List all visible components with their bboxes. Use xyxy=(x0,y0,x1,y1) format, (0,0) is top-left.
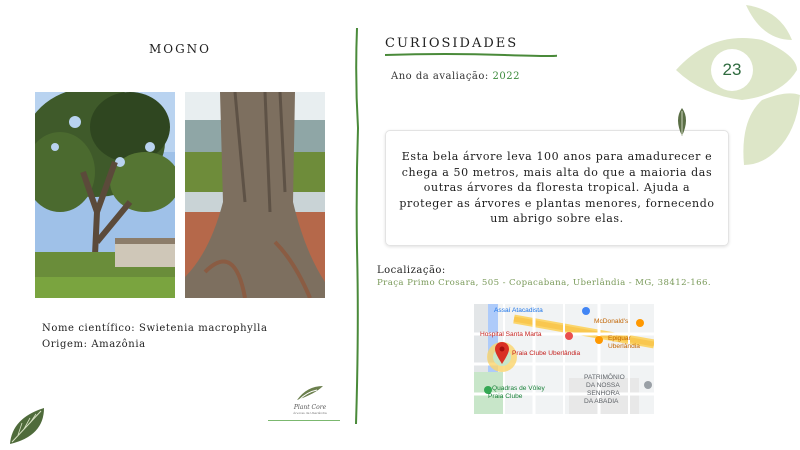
map-label-quadras-1: Quadras de Vôley xyxy=(492,385,545,392)
scientific-name: Nome científico: Swietenia macrophylla xyxy=(42,323,268,334)
location-map[interactable] xyxy=(474,304,654,414)
tree-canopy-photo xyxy=(35,92,175,298)
map-label-quadras-2: Praia Clube xyxy=(488,393,523,400)
map-label-patrimonio-3: SENHORA xyxy=(587,390,620,397)
logo-subtext: Árvores de Uberlândia xyxy=(293,411,327,415)
description-text: Esta bela árvore leva 100 anos para amadurecer e chega a 50 metros, mais alta do que a maioria das outras árvores da floresta tropical. Ajuda a proteger as árvores e plantas menores, fornecendo um abrigo sobre elas. xyxy=(399,150,715,226)
year-label: Ano da avaliação: xyxy=(391,71,489,82)
location-address: Praça Primo Crosara, 505 - Copacabana, Uberlândia - MG, 38412-166. xyxy=(377,278,711,288)
logo-leaves-icon xyxy=(293,384,327,402)
map-label-praia: Praia Clube Uberlândia xyxy=(512,350,581,357)
map-label-hospital: Hospital Santa Marta xyxy=(480,331,542,338)
plant-core-logo xyxy=(285,384,335,415)
map-label-patrimonio-1: PATRIMÔNIO xyxy=(584,374,625,381)
location-label: Localização: xyxy=(377,265,446,276)
logo-text: Plant Core xyxy=(293,404,327,411)
page-number: 23 xyxy=(722,60,742,79)
evaluation-year xyxy=(391,71,520,82)
vertical-divider xyxy=(352,28,362,424)
map-label-mcdonalds: McDonald's xyxy=(594,318,629,325)
map-label-epiguar-city: Uberlândia xyxy=(608,343,640,350)
logo-underline xyxy=(268,420,340,421)
map-label-assai: Assaí Atacadista xyxy=(494,307,543,314)
year-value: 2022 xyxy=(492,71,520,82)
title-underline xyxy=(385,53,557,57)
small-leaf-icon xyxy=(673,107,691,137)
plant-name-title: MOGNO xyxy=(148,42,212,56)
map-label-patrimonio-4: DA ABADIA xyxy=(584,398,619,405)
decorative-leaves-icon xyxy=(672,0,800,175)
origin: Origem: Amazônia xyxy=(42,339,146,350)
map-label-patrimonio-2: DA NOSSA xyxy=(586,382,620,389)
map-label-epiguar: Epiguar xyxy=(608,335,631,342)
leaf-corner-icon xyxy=(8,406,48,446)
section-title: CURIOSIDADES xyxy=(385,36,519,51)
tree-trunk-photo xyxy=(185,92,325,298)
